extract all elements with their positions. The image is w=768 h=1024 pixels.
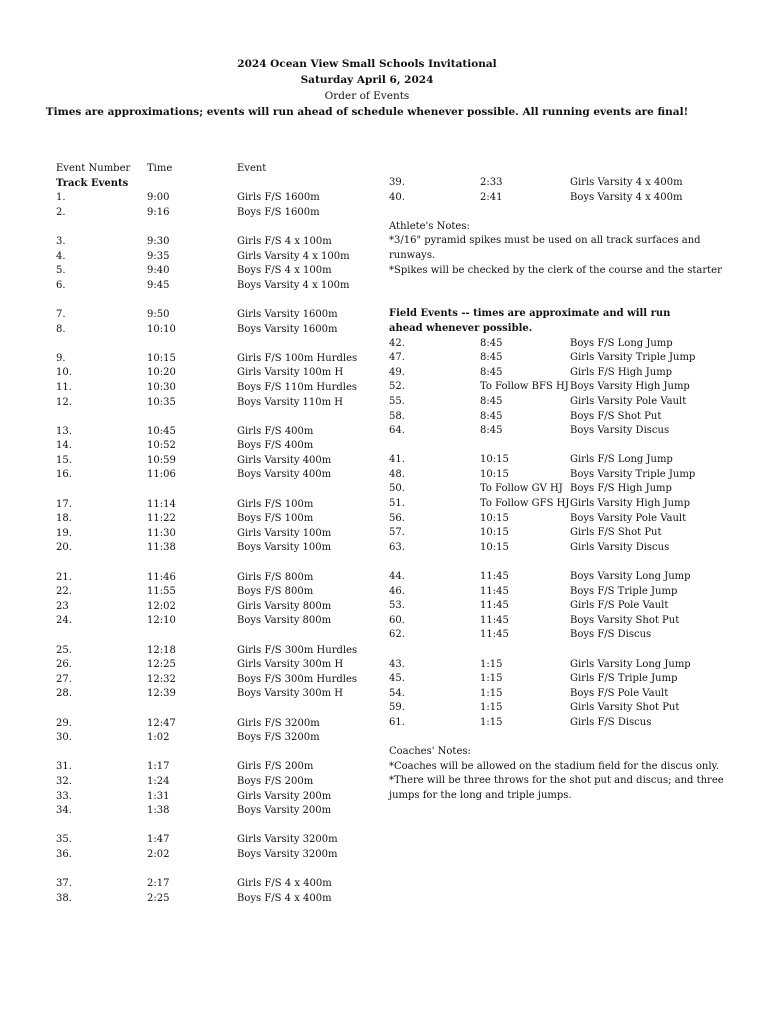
event-time: 1:17: [147, 761, 170, 773]
field-event-row: [389, 701, 749, 716]
event-number: 56.: [389, 512, 405, 524]
event-number: 30.: [56, 732, 72, 744]
event-time: 11:30: [147, 527, 176, 539]
event-number: 39.: [389, 177, 405, 188]
event-number: 7.: [56, 308, 66, 320]
event-number: 16.: [56, 469, 72, 481]
field-event-row: [389, 424, 749, 439]
event-time: 8:45: [480, 366, 503, 378]
event-number: 12.: [56, 396, 72, 408]
track-event-row: [56, 264, 366, 279]
track-event-row: [56, 454, 366, 469]
event-time: 9:16: [147, 206, 170, 218]
event-time: 2:25: [147, 892, 170, 904]
event-time: 8:45: [480, 425, 503, 437]
field-event-row: [389, 687, 749, 702]
field-event-row: [389, 410, 749, 425]
track-event-row: [56, 673, 366, 688]
track-event-row: [389, 191, 749, 206]
event-time: To Follow GFS HJ: [480, 498, 570, 510]
track-event-row: [56, 527, 366, 542]
event-number: 6.: [56, 279, 66, 291]
event-name: Boys F/S 200m: [237, 775, 314, 787]
event-time: 1:15: [480, 716, 503, 728]
event-time: 10:15: [480, 512, 509, 524]
event-number: 43.: [389, 658, 405, 670]
event-name: Boys Varsity 3200m: [237, 848, 338, 860]
event-name: Girls F/S 100m: [237, 498, 314, 510]
event-name: Boys F/S 3200m: [237, 732, 320, 744]
coach-notes: [389, 745, 749, 803]
event-name: Girls F/S 300m Hurdles: [237, 644, 358, 656]
event-time: 10:15: [147, 352, 176, 364]
event-name: Boys F/S Long Jump: [570, 337, 673, 349]
field-event-row: [389, 614, 749, 629]
event-time: 9:50: [147, 308, 170, 320]
track-event-row: [56, 235, 366, 250]
event-time: 12:02: [147, 600, 176, 612]
event-name: Boys Varsity Triple Jump: [570, 468, 696, 480]
track-event-row: [56, 731, 366, 746]
event-time: 10:15: [480, 468, 509, 480]
event-time: 12:18: [147, 644, 176, 656]
order-subtitle: Order of Events: [324, 90, 410, 102]
event-name: Boys Varsity 100m: [237, 542, 332, 554]
track-event-row: [56, 571, 366, 586]
track-event-row: [56, 658, 366, 673]
event-number: 31.: [56, 761, 72, 773]
event-time: 10:15: [480, 454, 509, 466]
field-event-row: [389, 512, 749, 527]
event-name: Boys F/S 4 x 100m: [237, 265, 332, 277]
event-time: 10:20: [147, 367, 176, 379]
track-event-row: [389, 176, 749, 191]
event-name: Boys F/S Discus: [570, 629, 652, 641]
track-event-row: [56, 600, 366, 615]
event-time: 10:45: [147, 425, 176, 437]
field-events-heading: Field Events -- times are approximate and will run ahead whenever possible.: [389, 308, 671, 334]
event-name: Boys F/S Triple Jump: [570, 585, 678, 597]
event-number: 44.: [389, 571, 405, 583]
field-event-row: [389, 585, 749, 600]
column-headers: [56, 162, 366, 177]
track-event-row: [56, 191, 366, 206]
track-event-row: [56, 381, 366, 396]
athlete-note-line: runways.: [389, 249, 436, 261]
track-event-row: [56, 468, 366, 483]
field-event-row: [389, 395, 749, 410]
event-name: Girls F/S 800m: [237, 571, 314, 583]
event-name: Girls Varsity 100m H: [237, 367, 344, 379]
event-name: Girls F/S 4 x 400m: [237, 878, 332, 890]
event-time: 1:38: [147, 805, 170, 817]
event-number: 2.: [56, 206, 66, 218]
event-name: Boys F/S 400m: [237, 440, 314, 452]
event-number: 52.: [389, 381, 405, 393]
right-column: [389, 176, 749, 804]
track-event-row: [56, 760, 366, 775]
event-time: 11:55: [147, 586, 176, 598]
event-number: 10.: [56, 367, 72, 379]
event-number: 25.: [56, 644, 72, 656]
track-event-row: [56, 323, 366, 338]
event-name: Girls Varsity 400m: [237, 454, 332, 466]
track-event-row: [56, 790, 366, 805]
event-time: 8:45: [480, 410, 503, 422]
event-name: Boys Varsity High Jump: [570, 381, 690, 393]
field-event-row: [389, 541, 749, 556]
event-time: 11:06: [147, 469, 176, 481]
event-number: 40.: [389, 191, 405, 203]
event-name: Boys F/S 800m: [237, 586, 314, 598]
track-event-row: [56, 848, 366, 863]
track-column: [56, 162, 366, 906]
event-name: Girls F/S 100m Hurdles: [237, 352, 358, 364]
event-number: 45.: [389, 673, 405, 685]
event-time: 2:17: [147, 878, 170, 890]
event-name: Girls Varsity Long Jump: [570, 658, 691, 670]
event-time: 11:22: [147, 513, 176, 525]
event-number: 23: [56, 600, 69, 612]
event-number: 59.: [389, 702, 405, 714]
track-event-row: [56, 644, 366, 659]
event-time: 10:35: [147, 396, 176, 408]
field-event-row: [389, 672, 749, 687]
event-name: Boys F/S 1600m: [237, 206, 320, 218]
event-time: 1:15: [480, 687, 503, 699]
event-number: 58.: [389, 410, 405, 422]
event-name: Boys Varsity 300m H: [237, 688, 344, 700]
event-number: 24.: [56, 615, 72, 627]
event-number: 34.: [56, 805, 72, 817]
event-number: 51.: [389, 498, 405, 510]
track-event-row: [56, 425, 366, 440]
event-name: Boys F/S 4 x 400m: [237, 892, 332, 904]
track-event-row: [56, 541, 366, 556]
event-name: Boys Varsity 4 x 400m: [570, 191, 683, 203]
field-event-row: [389, 526, 749, 541]
event-name: Boys Varsity 110m H: [237, 396, 344, 408]
track-event-list-continued: [389, 176, 749, 205]
track-event-row: [56, 206, 366, 221]
event-number: 4.: [56, 250, 66, 262]
event-time: 11:45: [480, 571, 509, 583]
track-event-row: [56, 717, 366, 732]
event-number: 3.: [56, 235, 66, 247]
event-time: 1:31: [147, 790, 170, 802]
field-event-row: [389, 380, 749, 395]
event-time: 11:38: [147, 542, 176, 554]
field-event-row: [389, 628, 749, 643]
event-name: Boys F/S 300m Hurdles: [237, 673, 358, 685]
event-number: 22.: [56, 586, 72, 598]
event-number: 9.: [56, 352, 66, 364]
track-event-row: [56, 352, 366, 367]
event-number: 41.: [389, 454, 405, 466]
event-name: Boys Varsity 1600m: [237, 323, 338, 335]
event-number: 28.: [56, 688, 72, 700]
event-number: 46.: [389, 585, 405, 597]
field-event-list: [389, 337, 749, 731]
event-number: 61.: [389, 716, 405, 728]
event-number: 21.: [56, 571, 72, 583]
athlete-note-line: *Spikes will be checked by the clerk of the course and the starter: [389, 264, 722, 276]
event-time: 2:41: [480, 191, 503, 203]
track-event-row: [56, 585, 366, 600]
event-time: 10:15: [480, 541, 509, 553]
event-number: 49.: [389, 366, 405, 378]
field-event-row: [389, 658, 749, 673]
track-event-row: [56, 833, 366, 848]
field-event-row: [389, 497, 749, 512]
event-time: To Follow BFS HJ: [480, 381, 569, 393]
event-name: Girls Varsity 300m H: [237, 659, 344, 671]
event-number: 55.: [389, 395, 405, 407]
event-number: 37.: [56, 878, 72, 890]
event-name: Boys F/S Shot Put: [570, 410, 662, 422]
track-event-row: [56, 614, 366, 629]
event-time: To Follow GV HJ: [480, 483, 563, 495]
coach-note-line: *There will be three throws for the shot put and discus; and three: [389, 775, 724, 787]
event-time: 10:59: [147, 454, 176, 466]
event-time: 10:52: [147, 440, 176, 452]
event-name: Girls F/S 400m: [237, 425, 314, 437]
event-name: Boys Varsity 800m: [237, 615, 332, 627]
event-time: 8:45: [480, 395, 503, 407]
col-time-header: Time: [147, 163, 173, 174]
track-event-row: [56, 439, 366, 454]
track-event-row: [56, 877, 366, 892]
event-number: 48.: [389, 468, 405, 480]
event-name: Girls F/S 3200m: [237, 717, 320, 729]
event-time: 10:10: [147, 323, 176, 335]
event-name: Boys Varsity Discus: [570, 425, 670, 437]
field-event-row: [389, 366, 749, 381]
track-event-row: [56, 687, 366, 702]
event-name: Boys Varsity Shot Put: [570, 614, 680, 626]
athlete-note-line: Athlete's Notes:: [389, 220, 470, 232]
event-name: Girls Varsity 4 x 100m: [237, 250, 350, 262]
event-time: 9:40: [147, 265, 170, 277]
field-event-row: [389, 351, 749, 366]
event-number: 5.: [56, 265, 66, 277]
event-title: 2024 Ocean View Small Schools Invitational: [237, 58, 497, 70]
event-name: Girls Varsity 200m: [237, 790, 332, 802]
event-name: Boys F/S 100m: [237, 513, 314, 525]
col-event-header: Event: [237, 163, 267, 174]
event-number: 11.: [56, 381, 72, 393]
event-name: Girls F/S 200m: [237, 761, 314, 773]
event-time: 9:35: [147, 250, 170, 262]
event-time: 1:02: [147, 732, 170, 744]
event-number: 33.: [56, 790, 72, 802]
event-name: Girls F/S Triple Jump: [570, 673, 678, 685]
event-time: 1:24: [147, 775, 170, 787]
event-number: 29.: [56, 717, 72, 729]
event-name: Girls F/S 1600m: [237, 192, 320, 204]
event-name: Boys Varsity Long Jump: [570, 571, 691, 583]
event-name: Boys Varsity 200m: [237, 805, 332, 817]
event-time: 11:45: [480, 614, 509, 626]
event-number: 35.: [56, 834, 72, 846]
event-name: Girls F/S High Jump: [570, 366, 673, 378]
event-name: Boys Varsity 4 x 100m: [237, 279, 350, 291]
field-event-row: [389, 570, 749, 585]
athlete-notes: [389, 220, 749, 278]
event-time: 11:14: [147, 498, 176, 510]
event-name: Girls Varsity Triple Jump: [570, 352, 696, 364]
event-name: Girls Varsity Shot Put: [570, 702, 680, 714]
event-time: 1:47: [147, 834, 170, 846]
event-name: Girls Varsity Pole Vault: [570, 395, 687, 407]
event-name: Boys Varsity Pole Vault: [570, 512, 687, 524]
field-event-row: [389, 482, 749, 497]
event-number: 38.: [56, 892, 72, 904]
event-time: 9:00: [147, 192, 170, 204]
event-time: 2:02: [147, 848, 170, 860]
event-number: 62.: [389, 629, 405, 641]
event-name: Girls Varsity Discus: [570, 541, 670, 553]
event-time: 9:30: [147, 235, 170, 247]
event-time: 11:45: [480, 600, 509, 612]
event-number: 47.: [389, 352, 405, 364]
event-number: 19.: [56, 527, 72, 539]
track-event-row: [56, 396, 366, 411]
document-header: [0, 56, 734, 120]
event-number: 42.: [389, 337, 405, 349]
event-name: Boys F/S High Jump: [570, 483, 672, 495]
event-number: 18.: [56, 513, 72, 525]
coach-note-line: *Coaches will be allowed on the stadium field for the discus only.: [389, 760, 720, 772]
event-number: 53.: [389, 600, 405, 612]
event-number: 64.: [389, 425, 405, 437]
event-name: Girls F/S 4 x 100m: [237, 235, 332, 247]
event-number: 13.: [56, 425, 72, 437]
track-event-row: [56, 512, 366, 527]
event-time: 10:30: [147, 381, 176, 393]
track-event-row: [56, 366, 366, 381]
event-date: Saturday April 6, 2024: [300, 74, 434, 86]
event-name: Girls Varsity 100m: [237, 527, 332, 539]
track-event-row: [56, 804, 366, 819]
event-time: 12:32: [147, 673, 176, 685]
event-name: Girls F/S Shot Put: [570, 527, 662, 539]
event-time: 11:46: [147, 571, 176, 583]
event-time: 1:15: [480, 658, 503, 670]
event-name: Girls Varsity 800m: [237, 600, 332, 612]
event-number: 57.: [389, 527, 405, 539]
field-event-row: [389, 599, 749, 614]
event-number: 17.: [56, 498, 72, 510]
event-time: 12:10: [147, 615, 176, 627]
track-event-row: [56, 892, 366, 907]
field-event-row: [389, 716, 749, 731]
event-time: 11:45: [480, 585, 509, 597]
event-name: Boys F/S Pole Vault: [570, 687, 669, 699]
athlete-note-line: *3/16" pyramid spikes must be used on all track surfaces and: [389, 235, 701, 247]
coach-note-line: jumps for the long and triple jumps.: [389, 789, 572, 801]
event-number: 27.: [56, 673, 72, 685]
track-event-row: [56, 498, 366, 513]
event-name: Girls Varsity 1600m: [237, 308, 338, 320]
event-name: Girls Varsity High Jump: [570, 498, 690, 510]
event-name: Girls F/S Long Jump: [570, 454, 673, 466]
field-event-row: [389, 468, 749, 483]
event-number: 26.: [56, 659, 72, 671]
event-number: 14.: [56, 440, 72, 452]
event-name: Boys F/S 110m Hurdles: [237, 381, 358, 393]
event-time: 8:45: [480, 352, 503, 364]
event-number: 63.: [389, 541, 405, 553]
event-number: 60.: [389, 614, 405, 626]
event-name: Girls Varsity 3200m: [237, 834, 338, 846]
event-number: 50.: [389, 483, 405, 495]
event-time: 8:45: [480, 337, 503, 349]
track-event-row: [56, 308, 366, 323]
event-time: 1:15: [480, 673, 503, 685]
event-number: 32.: [56, 775, 72, 787]
event-number: 20.: [56, 542, 72, 554]
event-name: Girls F/S Discus: [570, 716, 652, 728]
event-time: 11:45: [480, 629, 509, 641]
field-event-row: [389, 453, 749, 468]
event-name: Boys Varsity 400m: [237, 469, 332, 481]
track-event-list: [56, 191, 366, 906]
field-event-row: [389, 337, 749, 352]
event-number: 54.: [389, 687, 405, 699]
track-event-row: [56, 250, 366, 265]
event-time: 9:45: [147, 279, 170, 291]
event-name: Girls F/S Pole Vault: [570, 600, 669, 612]
event-number: 1.: [56, 192, 66, 204]
event-number: 8.: [56, 323, 66, 335]
event-time: 10:15: [480, 527, 509, 539]
event-time: 12:47: [147, 717, 176, 729]
track-events-heading: Track Events: [56, 177, 129, 189]
event-time: 12:25: [147, 659, 176, 671]
event-name: Girls Varsity 4 x 400m: [570, 177, 683, 188]
event-time: 1:15: [480, 702, 503, 714]
coach-note-line: Coaches' Notes:: [389, 746, 471, 758]
track-event-row: [56, 775, 366, 790]
event-time: 2:33: [480, 177, 503, 188]
event-number: 15.: [56, 454, 72, 466]
track-event-row: [56, 279, 366, 294]
col-number-header: Event Number: [56, 163, 131, 174]
event-time: 12:39: [147, 688, 176, 700]
event-number: 36.: [56, 848, 72, 860]
schedule-notice: Times are approximations; events will run ahead of schedule whenever possible. All running events are final!: [45, 106, 689, 118]
